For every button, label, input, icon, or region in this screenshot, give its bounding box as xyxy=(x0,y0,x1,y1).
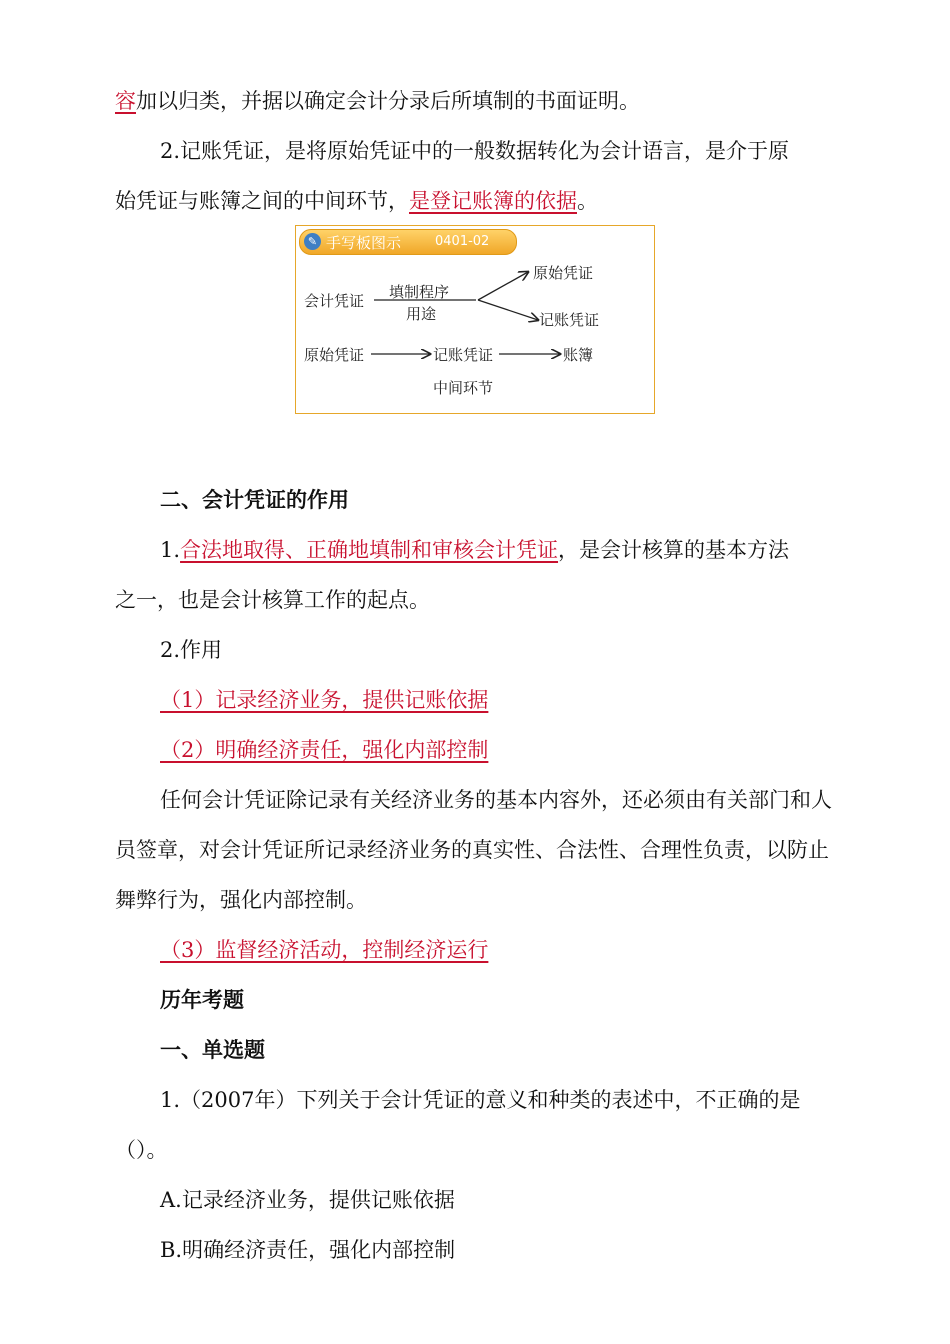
paragraph-line xyxy=(160,525,837,575)
node-bookkeeping-voucher: 记账凭证 xyxy=(539,311,600,329)
node-row2-original: 原始凭证 xyxy=(304,346,365,364)
question-text: （）。 xyxy=(115,1138,168,1162)
node-accounting-voucher: 会计凭证 xyxy=(304,292,365,310)
label-usage: 用途 xyxy=(406,305,437,323)
paragraph-bookkeeping-voucher xyxy=(160,126,837,176)
body-text: ，是会计核算的基本方法 xyxy=(558,538,790,562)
paragraph-line: 2.作用 xyxy=(160,638,223,662)
section-heading: 二、会计凭证的作用 xyxy=(160,487,349,512)
highlight-text: （3）监督经济活动，控制经济运行 xyxy=(160,938,489,962)
body-text: 始凭证与账簿之间的中间环节， xyxy=(115,189,409,213)
highlight-text: （2）明确经济责任，强化内部控制 xyxy=(160,738,489,762)
function-item xyxy=(160,675,837,725)
node-row2-bookkeeping: 记账凭证 xyxy=(433,346,494,364)
node-ledger: 账簿 xyxy=(563,346,594,364)
pen-icon: ✎ xyxy=(304,233,321,250)
paragraph-body: 任何会计凭证除记录有关经济业务的基本内容外，还必须由有关部门和人员签章，对会计凭证所记录经济业务的真实性、合法性、合理性负责，以防止舞弊行为，强化内部控制。 xyxy=(115,788,832,912)
arrow-to-bookkeeping xyxy=(478,300,538,320)
paragraph-line: 之一，也是会计核算工作的起点。 xyxy=(115,588,430,612)
node-original-voucher: 原始凭证 xyxy=(533,264,594,282)
arrow-to-original xyxy=(478,272,528,300)
option-b: B.明确经济责任，强化内部控制 xyxy=(160,1238,456,1262)
question-text: 1.（2007年）下列关于会计凭证的意义和种类的表述中，不正确的是 xyxy=(160,1088,801,1112)
highlight-text: 是登记账簿的依据 xyxy=(409,189,577,213)
diagram-tag-code: 0401-02 xyxy=(435,234,490,249)
handwriting-diagram xyxy=(295,225,655,414)
label-procedure: 填制程序 xyxy=(389,283,450,301)
label-middle-link: 中间环节 xyxy=(433,379,494,397)
body-text: 加以归类，并据以确定会计分录后所填制的书面证明。 xyxy=(136,89,640,113)
function-item xyxy=(160,925,837,975)
highlight-text: （1）记录经济业务，提供记账依据 xyxy=(160,688,489,712)
body-text: 。 xyxy=(577,189,598,213)
exam-heading: 历年考题 xyxy=(160,987,244,1012)
function-item xyxy=(160,725,837,775)
exam-subheading: 一、单选题 xyxy=(160,1037,265,1062)
diagram-tag-title: 手写板图示 xyxy=(326,234,402,252)
body-text: 2.记账凭证，是将原始凭证中的一般数据转化为会计语言，是介于原 xyxy=(160,139,790,163)
option-a: A.记录经济业务，提供记账依据 xyxy=(160,1188,455,1212)
highlight-text: 容 xyxy=(115,89,136,113)
paragraph-line xyxy=(115,76,837,126)
paragraph-line xyxy=(115,176,837,226)
highlight-text: 合法地取得、正确地填制和审核会计凭证 xyxy=(180,538,559,562)
list-number: 1. xyxy=(160,538,181,562)
